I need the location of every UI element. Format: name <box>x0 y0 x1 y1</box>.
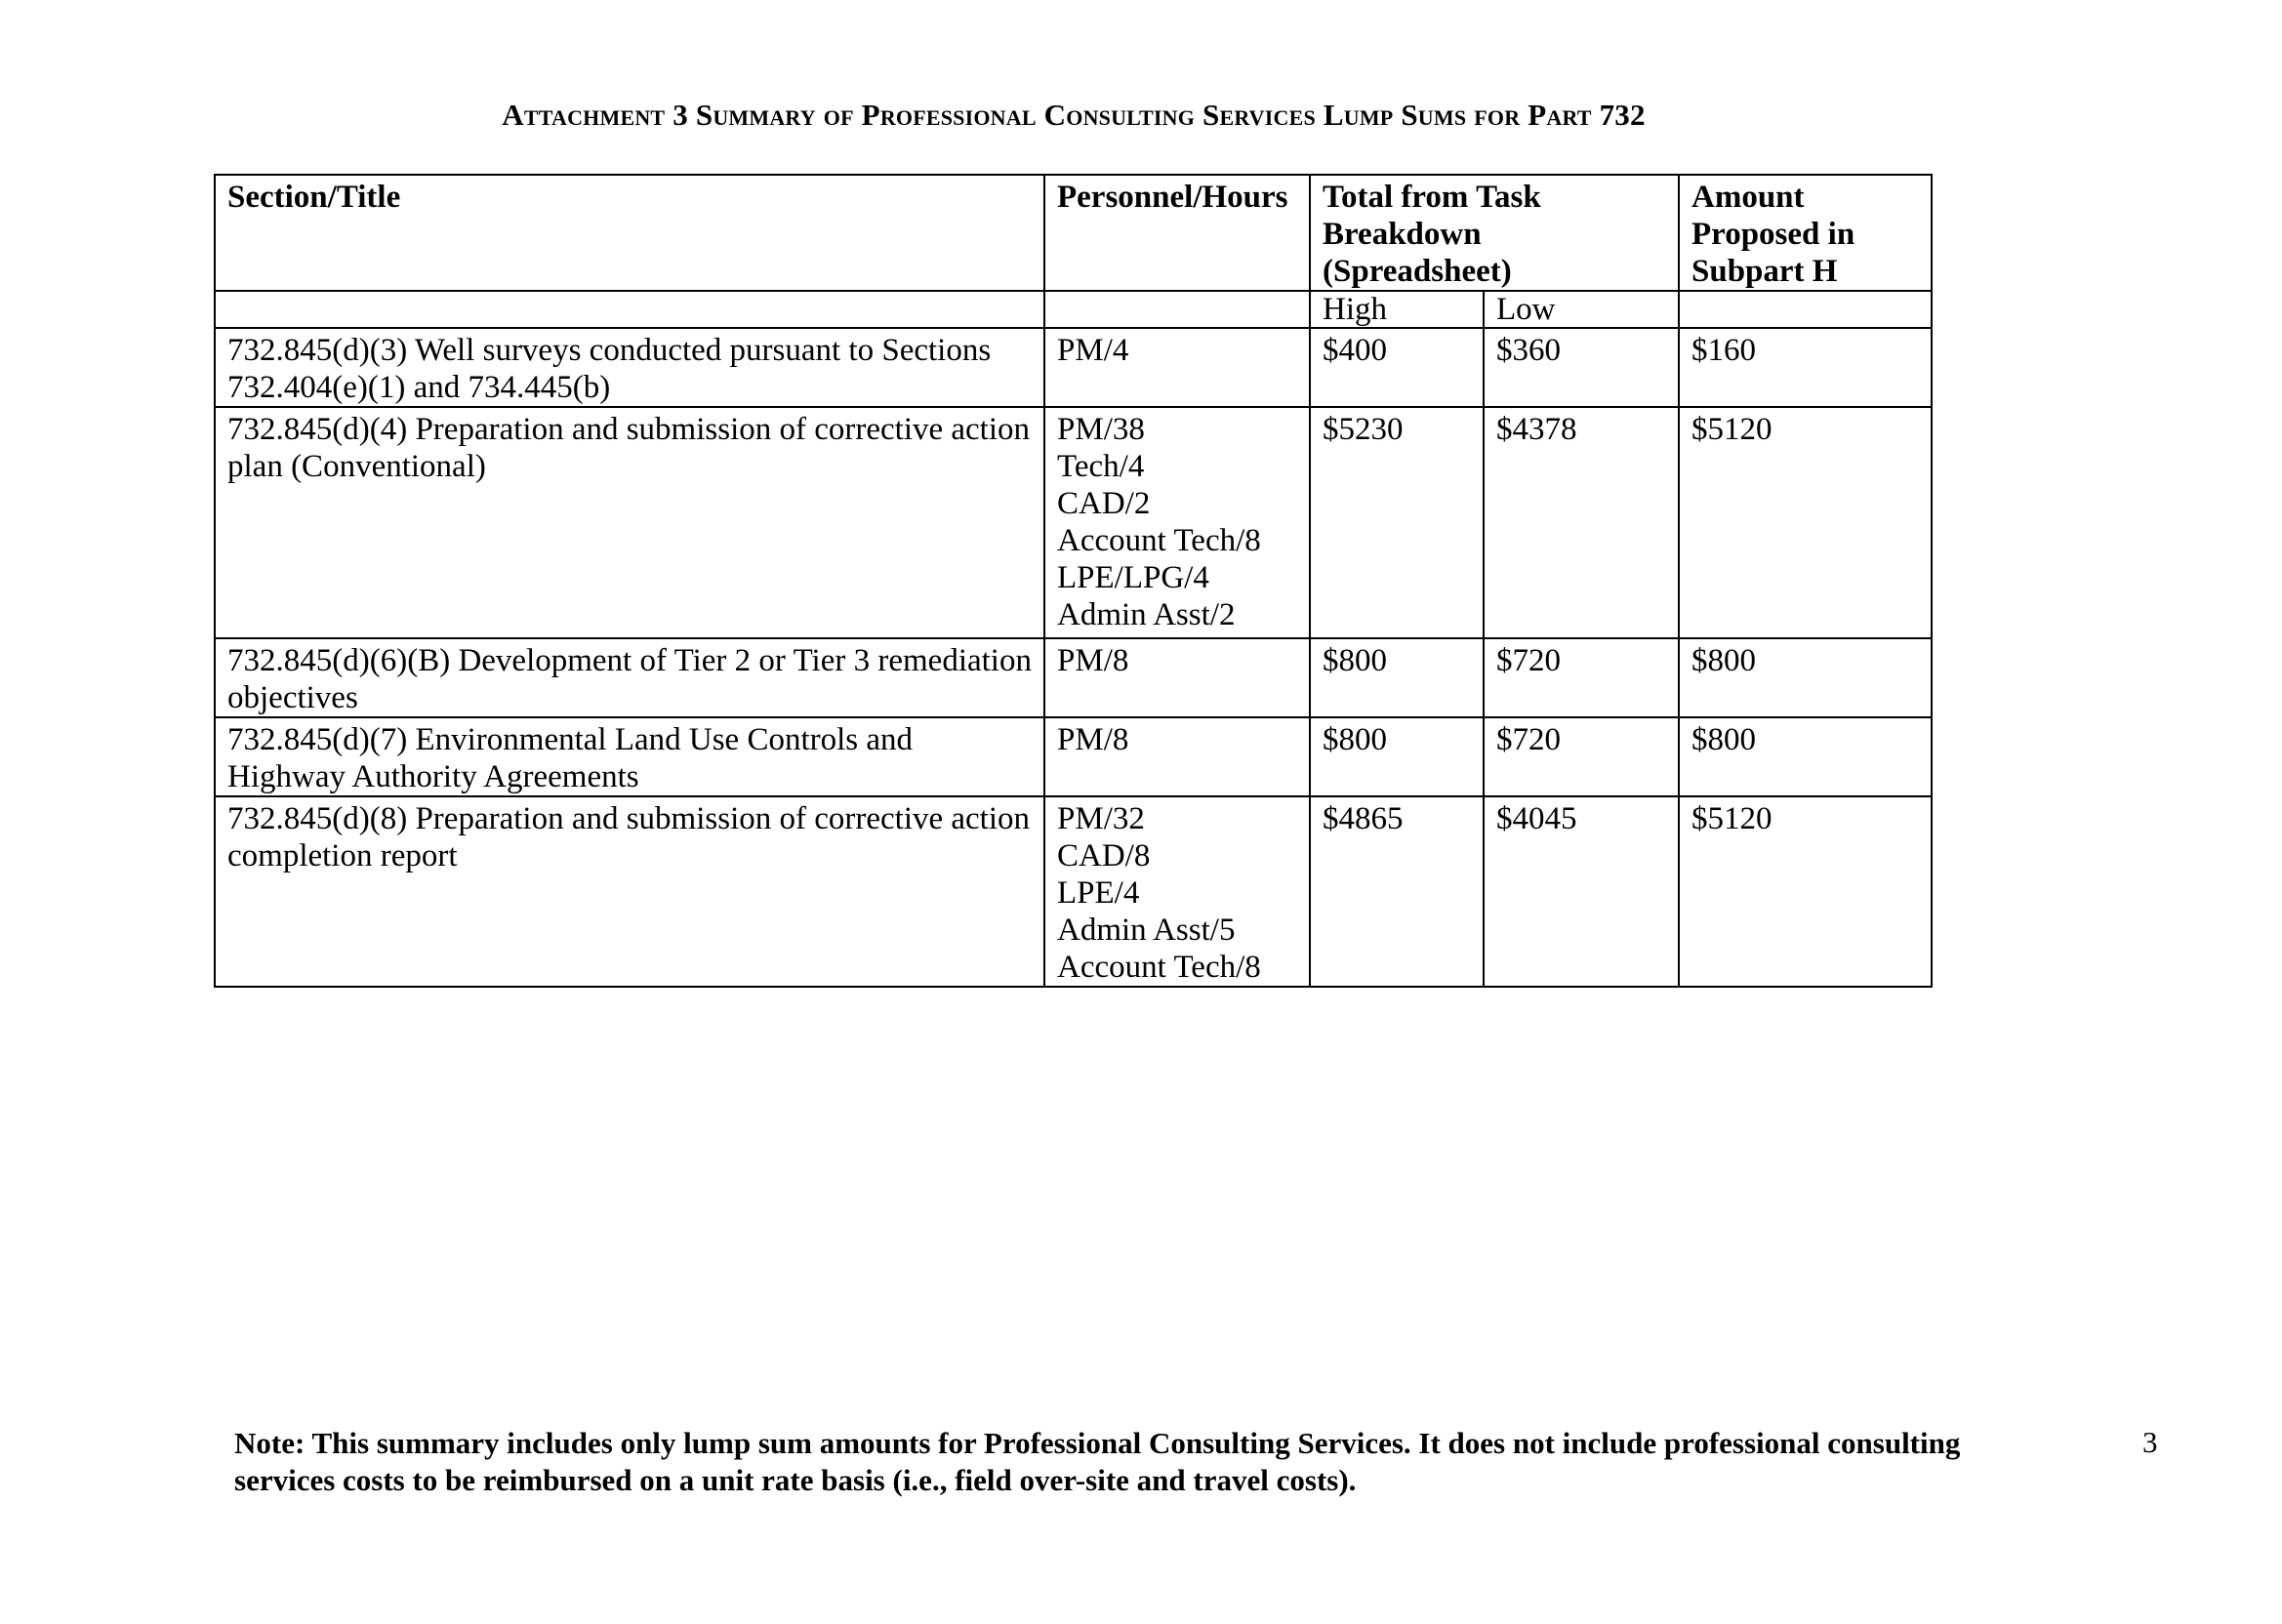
document-title: Attachment 3 Summary of Professional Consulting Services Lump Sums for Part 732 <box>502 98 1646 132</box>
personnel-entry: PM/32 <box>1057 801 1145 836</box>
section-cell: 732.845(d)(3) Well surveys conducted pursuant to Sections 732.404(e)(1) and 734.445(b) <box>215 328 1044 407</box>
personnel-entry: CAD/8 <box>1057 838 1151 873</box>
personnel-cell <box>1044 796 1310 987</box>
table-row <box>215 796 1932 987</box>
high-cell: $800 <box>1310 717 1484 796</box>
low-cell: $360 <box>1484 328 1679 407</box>
subheader-empty <box>215 291 1044 328</box>
low-cell: $4045 <box>1484 796 1679 987</box>
section-cell: 732.845(d)(6)(B) Development of Tier 2 or Tier 3 remediation objectives <box>215 638 1044 717</box>
personnel-entry: Admin Asst/2 <box>1057 597 1236 632</box>
personnel-entry: LPE/4 <box>1057 875 1140 911</box>
personnel-cell <box>1044 638 1310 717</box>
amount-cell: $800 <box>1679 638 1932 717</box>
low-cell: $4378 <box>1484 407 1679 638</box>
high-cell: $800 <box>1310 638 1484 717</box>
personnel-entry: PM/8 <box>1057 643 1129 678</box>
low-cell: $720 <box>1484 638 1679 717</box>
footnote: Note: This summary includes only lump sum amounts for Professional Consulting Services. It does not include professional consulting services costs to be reimbursed on a unit rate basis (i.e., field over-site and travel costs). <box>234 1426 1961 1497</box>
amount-cell: $5120 <box>1679 796 1932 987</box>
personnel-entry: Account Tech/8 <box>1057 950 1261 985</box>
subheader-low: Low <box>1484 291 1679 328</box>
personnel-cell <box>1044 328 1310 407</box>
header-section-title: Section/Title <box>215 175 1044 291</box>
personnel-entry: Account Tech/8 <box>1057 523 1261 558</box>
page-number: 3 <box>2142 1425 2158 1459</box>
high-cell: $400 <box>1310 328 1484 407</box>
personnel-entry: LPE/LPG/4 <box>1057 560 1209 595</box>
table-row <box>215 638 1932 717</box>
table-row <box>215 328 1932 407</box>
section-cell: 732.845(d)(4) Preparation and submission of corrective action plan (Conventional) <box>215 407 1044 638</box>
personnel-entry: Tech/4 <box>1057 449 1145 484</box>
subheader-high: High <box>1310 291 1484 328</box>
table-header-row <box>215 175 1932 291</box>
header-total-from-task-breakdown: Total from Task Breakdown (Spreadsheet) <box>1310 175 1679 291</box>
table-row <box>215 717 1932 796</box>
amount-cell: $800 <box>1679 717 1932 796</box>
personnel-entry: PM/8 <box>1057 722 1129 757</box>
header-amount-proposed: Amount Proposed in Subpart H <box>1679 175 1932 291</box>
table-row <box>215 407 1932 638</box>
personnel-cell <box>1044 717 1310 796</box>
personnel-entry: Admin Asst/5 <box>1057 913 1236 948</box>
personnel-entry: CAD/2 <box>1057 486 1151 521</box>
amount-cell: $160 <box>1679 328 1932 407</box>
subheader-empty <box>1679 291 1932 328</box>
high-cell: $4865 <box>1310 796 1484 987</box>
personnel-cell <box>1044 407 1310 638</box>
high-cell: $5230 <box>1310 407 1484 638</box>
amount-cell: $5120 <box>1679 407 1932 638</box>
subheader-empty <box>1044 291 1310 328</box>
low-cell: $720 <box>1484 717 1679 796</box>
personnel-entry: PM/4 <box>1057 333 1129 368</box>
header-personnel-hours: Personnel/Hours <box>1044 175 1310 291</box>
section-cell: 732.845(d)(7) Environmental Land Use Controls and Highway Authority Agreements <box>215 717 1044 796</box>
section-cell: 732.845(d)(8) Preparation and submission of corrective action completion report <box>215 796 1044 987</box>
lump-sum-table <box>214 174 1933 988</box>
table-subheader-row <box>215 291 1932 328</box>
personnel-entry: PM/38 <box>1057 412 1145 447</box>
